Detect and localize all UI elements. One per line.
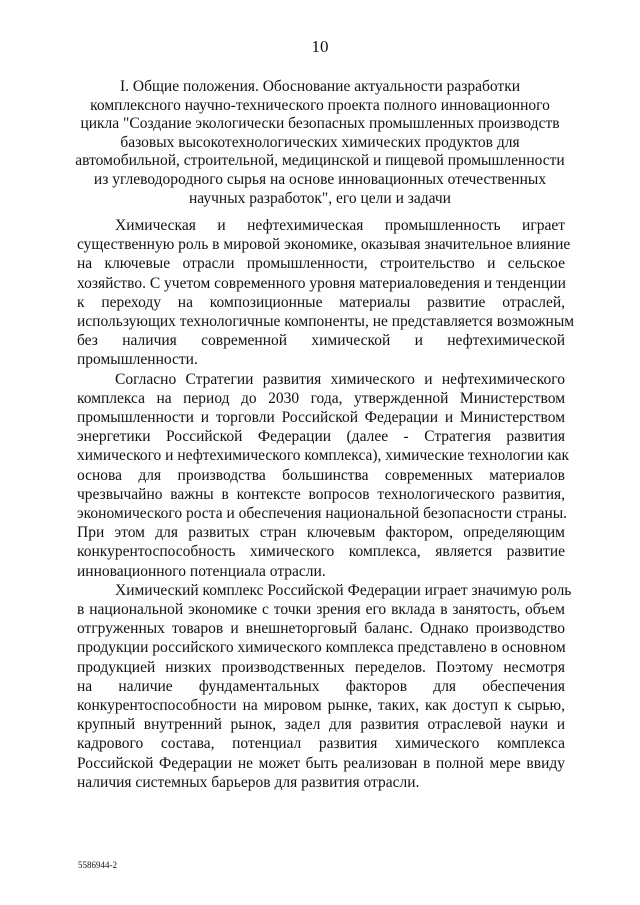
body-text (77, 216, 575, 792)
text-line: конкурентоспособность химического комплекса, является развитие (77, 543, 565, 561)
heading-line: научных разработок", его цели и задачи (189, 189, 451, 207)
text-line: использующих технологичные компоненты, не представляется возможным (77, 313, 575, 331)
text-line: Химический комплекс Российской Федерации играет значимую роль (115, 581, 572, 599)
heading-line: цикла "Создание экологически безопасных промышленных производств (80, 115, 560, 133)
text-line: комплекса на период до 2030 года, утвержденной Министерством (77, 389, 565, 407)
paragraph (77, 581, 572, 792)
text-line: инновационного потенциала отрасли. (77, 562, 326, 580)
text-line: конкурентоспособности на мировом рынке, таких, как доступ к сырью, (77, 697, 565, 715)
text-line: в национальной экономике с точки зрения его вклада в занятость, объем (77, 601, 565, 619)
heading-line: базовых высокотехнологических химических продуктов для (120, 133, 520, 151)
text-line: хозяйство. С учетом современного уровня материаловедения и тенденции (77, 274, 566, 292)
text-line: основа для производства большинства современных материалов (77, 466, 565, 484)
paragraph (77, 216, 575, 370)
text-line: продукцией низких производственных переделов. Поэтому несмотря (77, 658, 565, 676)
document-code: 5586944-2 (78, 860, 117, 870)
text-line: на наличие фундаментальных факторов для обеспечения (77, 677, 565, 695)
page-number: 10 (311, 37, 329, 56)
text-line: химического и нефтехимического комплекса), химические технологии как (77, 447, 570, 465)
text-line: Российской Федерации не может быть реализован в полной мере ввиду (77, 754, 565, 772)
heading-line: комплексного научно-технического проекта полного инновационного (90, 96, 550, 114)
text-line: энергетики Российской Федерации (далее - Стратегия развития (77, 428, 565, 446)
text-line: наличия системных барьеров для развития отрасли. (77, 773, 420, 791)
text-line: промышленности. (77, 351, 198, 369)
text-line: отгруженных товаров и внешнеторговый баланс. Однако производство (77, 620, 565, 638)
text-line: без наличия современной химической и нефтехимической (77, 332, 565, 350)
text-line: промышленности и торговли Российской Федерации и Министерством (77, 409, 565, 427)
text-line: крупный внутренний рынок, задел для развития отраслевой науки и (77, 716, 565, 734)
heading-line: автомобильной, строительной, медицинской и пищевой промышленности (75, 152, 565, 170)
text-line: на ключевые отрасли промышленности, строительство и сельское (77, 255, 565, 273)
text-line: Химическая и нефтехимическая промышленность играет (115, 217, 565, 234)
text-line: существенную роль в мировой экономике, оказывая значительное влияние (77, 236, 571, 254)
heading-line: I. Общие положения. Обоснование актуальности разработки (119, 78, 521, 95)
text-line: экономического роста и обеспечения национальной безопасности страны. (77, 505, 568, 523)
text-line: продукции российского химического комплекса представлено в основном (77, 639, 566, 657)
section-heading (70, 78, 570, 208)
text-line: к переходу на композиционные материалы развитие отраслей, (77, 293, 565, 311)
text-line: чрезвычайно важны в контексте вопросов технологического развития, (77, 485, 565, 503)
paragraph (77, 370, 570, 581)
heading-line: из углеводородного сырья на основе инновационных отечественных (93, 170, 547, 188)
text-line: Согласно Стратегии развития химического и нефтехимического (115, 370, 565, 388)
text-line: При этом для развитых стран ключевым фактором, определяющим (77, 524, 565, 542)
text-line: кадрового состава, потенциал развития химического комплекса (77, 735, 565, 753)
